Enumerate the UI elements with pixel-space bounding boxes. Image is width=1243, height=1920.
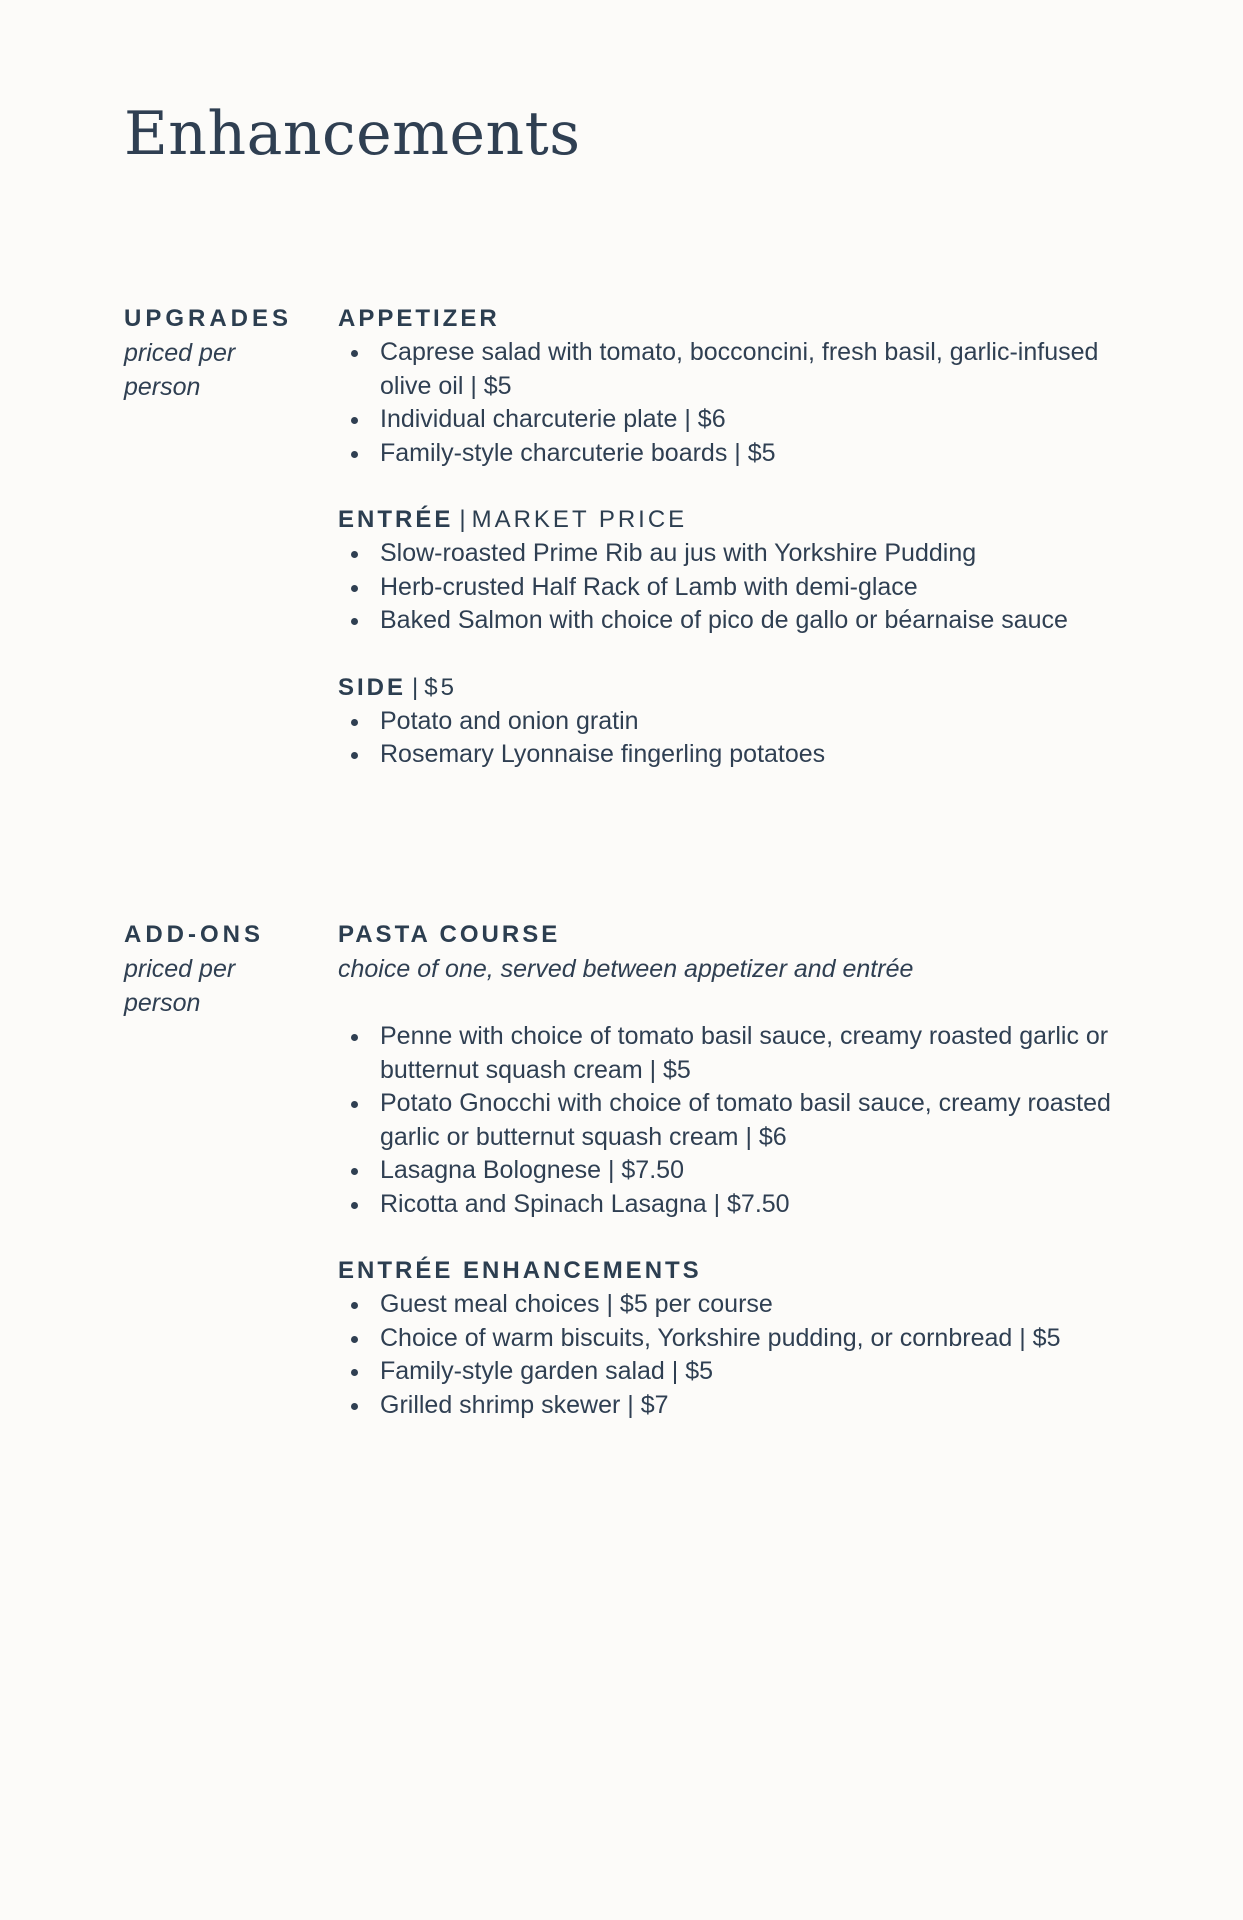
group-name: UPGRADES (124, 305, 293, 332)
addons-label (124, 918, 324, 1020)
group-note: priced per person (124, 955, 236, 1017)
side-section (338, 671, 1118, 772)
section-price: MARKET PRICE (471, 506, 688, 533)
item-list (338, 537, 1118, 638)
section-heading-title: SIDE (338, 673, 407, 701)
page-title: Enhancements (124, 99, 581, 169)
appetizer-section (338, 302, 1118, 470)
entree-section (338, 503, 1118, 638)
list-item: Baked Salmon with choice of pico de gallo or béarnaise sauce (338, 604, 1118, 638)
section-heading (338, 302, 1118, 336)
group-note: priced per person (124, 339, 236, 401)
list-item: Choice of warm biscuits, Yorkshire pudding, or cornbread | $5 (338, 1322, 1118, 1356)
list-item: Potato Gnocchi with choice of tomato basil sauce, creamy roasted garlic or butternut squash cream | $6 (338, 1087, 1118, 1154)
section-heading-title: APPETIZER (338, 305, 500, 332)
list-item: Potato and onion gratin (338, 705, 1118, 739)
item-list (338, 1020, 1118, 1221)
group-name: ADD-ONS (124, 921, 264, 948)
heading-separator: | (459, 506, 466, 533)
section-subheading: choice of one, served between appetizer and entrée (338, 955, 914, 983)
item-list (338, 705, 1118, 772)
list-item: Slow-roasted Prime Rib au jus with Yorkshire Pudding (338, 537, 1118, 571)
upgrades-sections (338, 302, 1118, 805)
addons-sections (338, 918, 1118, 1455)
section-heading (338, 503, 1118, 537)
section-heading-title: PASTA COURSE (338, 921, 561, 948)
section-heading-title: ENTRÉE ENHANCEMENTS (338, 1257, 702, 1284)
list-item: Grilled shrimp skewer | $7 (338, 1389, 1118, 1423)
section-heading-title: ENTRÉE (338, 506, 454, 533)
list-item: Guest meal choices | $5 per course (338, 1288, 1118, 1322)
heading-separator: | (412, 673, 419, 701)
pasta-section (338, 918, 1118, 1221)
list-item: Family-style charcuterie boards | $5 (338, 437, 1118, 471)
list-item: Herb-crusted Half Rack of Lamb with demi-glace (338, 571, 1118, 605)
section-heading (338, 671, 1118, 705)
list-item: Individual charcuterie plate | $6 (338, 403, 1118, 437)
section-heading (338, 918, 1118, 952)
list-item: Lasagna Bolognese | $7.50 (338, 1154, 1118, 1188)
section-price: $5 (424, 673, 457, 701)
section-heading (338, 1254, 1118, 1288)
list-item: Family-style garden salad | $5 (338, 1355, 1118, 1389)
item-list (338, 1288, 1118, 1422)
list-item: Ricotta and Spinach Lasagna | $7.50 (338, 1188, 1118, 1222)
item-list (338, 336, 1118, 470)
entree-enhancements-section (338, 1254, 1118, 1422)
list-item: Penne with choice of tomato basil sauce, creamy roasted garlic or butternut squash cream | $5 (338, 1020, 1118, 1087)
upgrades-label (124, 302, 324, 404)
list-item: Rosemary Lyonnaise fingerling potatoes (338, 738, 1118, 772)
list-item: Caprese salad with tomato, bocconcini, fresh basil, garlic-infused olive oil | $5 (338, 336, 1118, 403)
